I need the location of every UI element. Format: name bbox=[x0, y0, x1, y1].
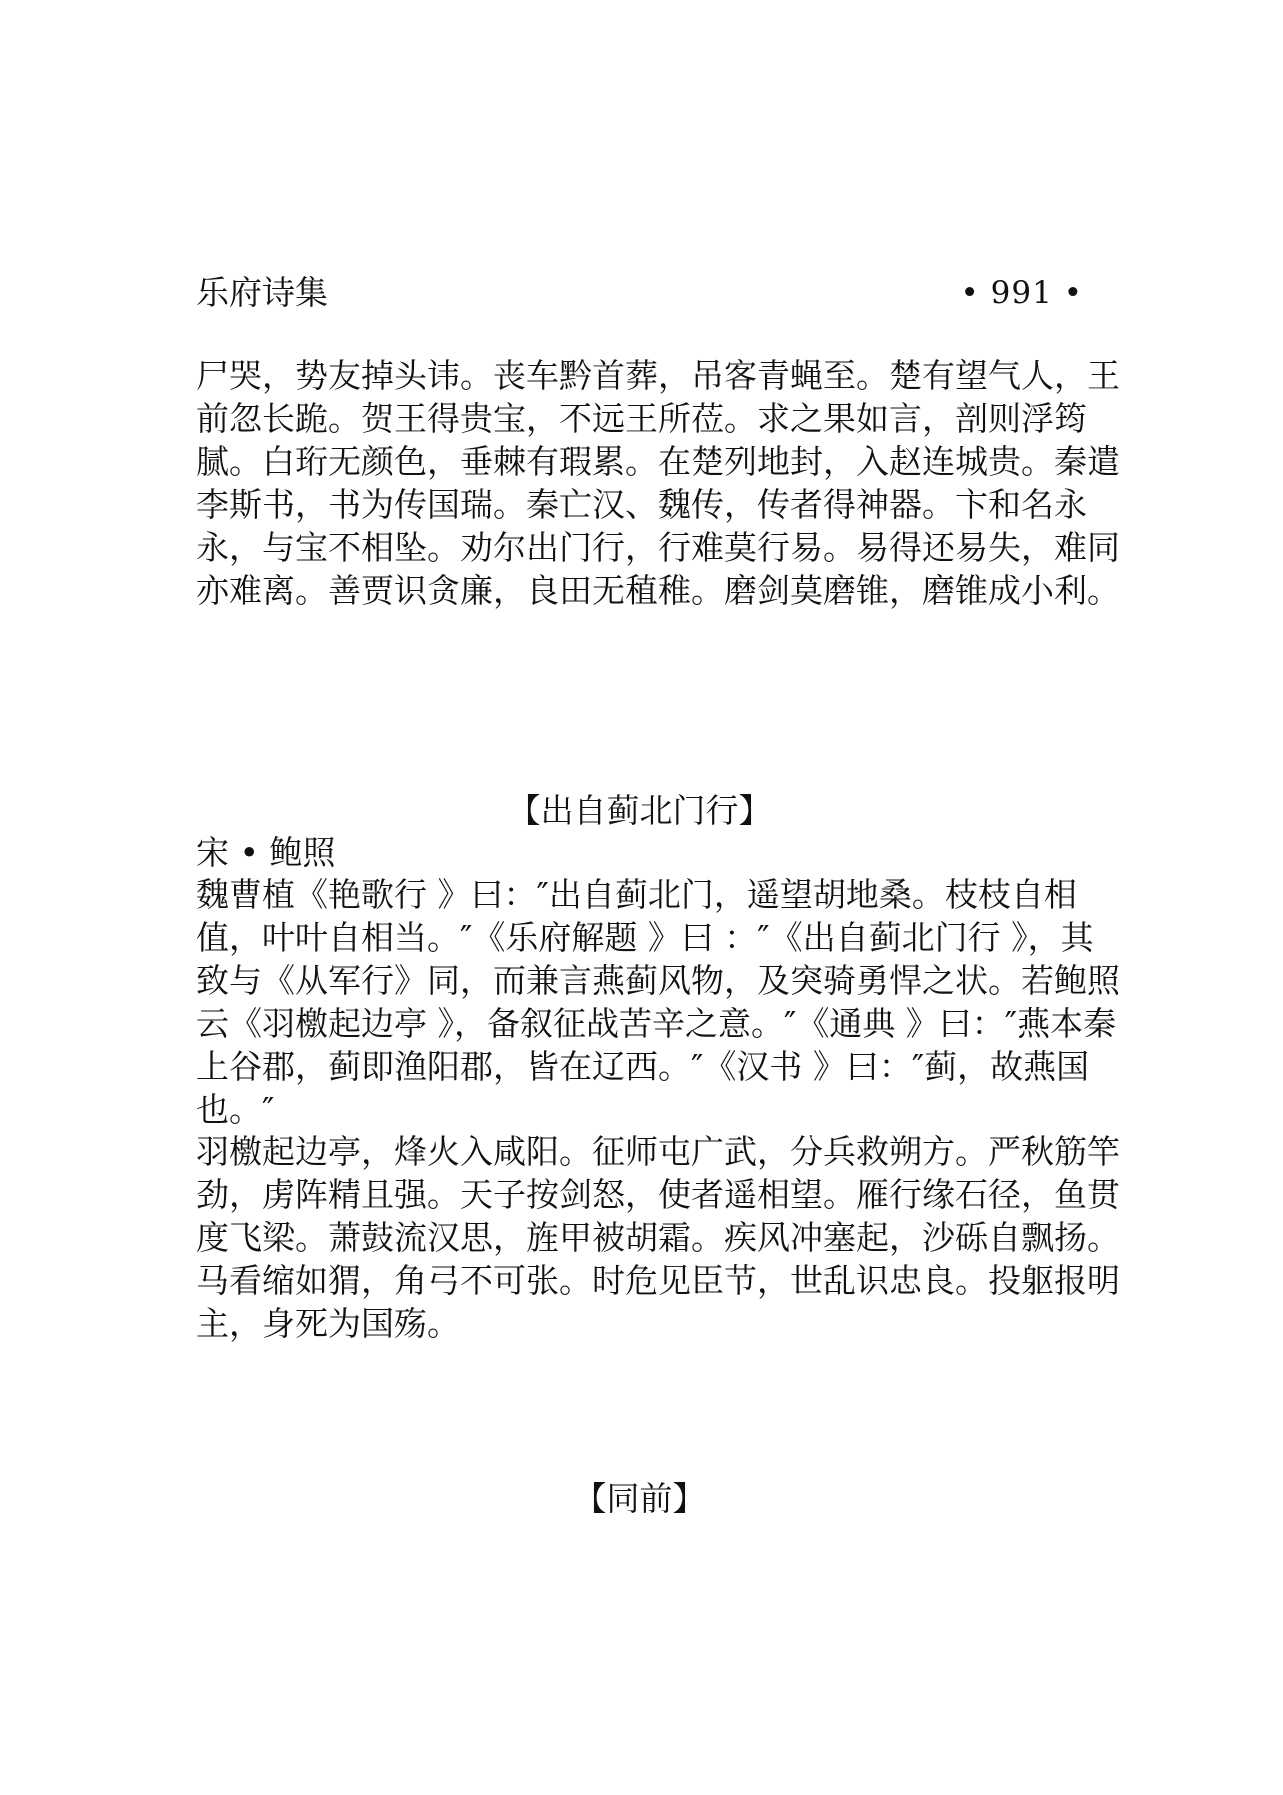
section-commentary: 魏曹植《艳歌行 》曰：″出自蓟北门，遥望胡地桑。枝枝自相值，叶叶自相当。″《乐府解题 》曰 ：″《出自蓟北门行 》，其致与《从军行》同，而兼言燕蓟风物，及突骑勇悍之状。若鲍照云《羽檄起边亭 》，备叙征战苦辛之意。″《通典 》曰：″燕本秦上谷郡，蓟即渔阳郡，皆在辽西。″《汉书 》曰：″蓟，故燕国也。″ bbox=[196, 875, 1120, 1129]
page-header bbox=[196, 270, 1083, 320]
section-author: 宋 • 鲍照 bbox=[196, 833, 336, 872]
book-title: 乐府诗集 bbox=[196, 273, 328, 312]
next-section-title: 【同前】 bbox=[573, 1479, 706, 1518]
poem-continuation-paragraph: 尸哭，势友掉头讳。丧车黔首葬，吊客青蝇至。楚有望气人，王前忽长跪。贺王得贵宝，不远王所莅。求之果如言，剖则浮筠腻。白珩无颜色，垂棘有瑕累。在楚列地封，入赵连城贵。秦遣李斯书，书为传国瑞。秦亡汉、魏传，传者得神器。卞和名永永，与宝不相坠。劝尔出门行，行难莫行易。易得还易失，难同亦难离。善贾识贪廉，良田无稙稚。磨剑莫磨锥，磨锥成小利。 bbox=[196, 356, 1120, 610]
page-number: • 991 • bbox=[960, 275, 1083, 311]
poem-text: 羽檄起边亭，烽火入咸阳。征师屯广武，分兵救朔方。严秋筋竿劲，虏阵精且强。天子按剑怒，使者遥相望。雁行缘石径，鱼贯度飞梁。萧鼓流汉思，旌甲被胡霜。疾风冲塞起，沙砾自飘扬。马看缩如猬，角弓不可张。时危见臣节，世乱识忠良。投躯报明主，身死为国殇。 bbox=[196, 1132, 1120, 1343]
section-title: 【出自蓟北门行】 bbox=[507, 791, 772, 830]
